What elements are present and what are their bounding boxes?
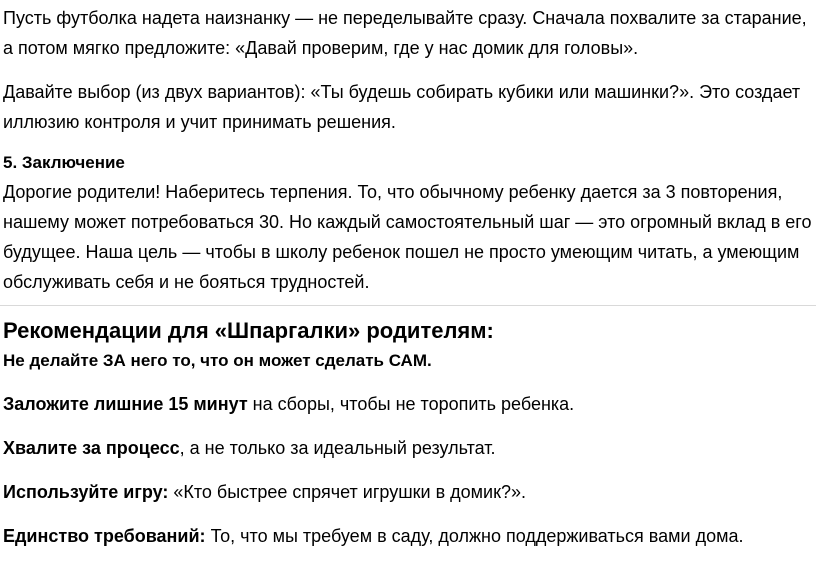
paragraph-choice: Давайте выбор (из двух вариантов): «Ты будешь собирать кубики или машинки?». Это создает иллюзию контроля и учит принимать решения.: [3, 82, 801, 132]
recommendation-bold: Используйте игру:: [3, 482, 169, 502]
recommendations-title: Рекомендации для «Шпаргалки» родителям:: [3, 318, 494, 343]
paragraph-tshirt: Пусть футболка надета наизнанку — не переделывайте сразу. Сначала похвалите за старание, а потом мягко предложите: «Давай проверим, где у нас домик для головы».: [3, 8, 807, 58]
section-divider: [0, 305, 816, 306]
recommendation-text: на сборы, чтобы не торопить ребенка.: [247, 394, 575, 414]
paragraph-conclusion: Дорогие родители! Наберитесь терпения. То, что обычному ребенку дается за 3 повторения, нашему может потребоваться 30. Но каждый самостоятельный шаг — это огромный вклад в его будущее. Наша цель — чтобы в школу ребенок пошел не просто умеющим читать, а умеющим обслуживать себя и не бояться трудностей.: [3, 182, 812, 292]
section-heading-conclusion: 5. Заключение: [3, 153, 125, 172]
recommendation-item: [3, 479, 816, 505]
recommendation-text: То, что мы требуем в саду, должно поддерживаться вами дома.: [205, 526, 744, 546]
recommendations-subtitle: Не делайте ЗА него то, что он может сделать САМ.: [3, 351, 432, 370]
recommendation-bold: Единство требований:: [3, 526, 206, 546]
recommendation-text: «Кто быстрее спрячет игрушки в домик?».: [168, 482, 526, 502]
recommendation-bold: Хвалите за процесс: [3, 438, 180, 458]
recommendation-item: [3, 523, 816, 549]
document-body: [0, 3, 816, 549]
recommendation-item: [3, 435, 816, 461]
recommendation-text: , а не только за идеальный результат.: [179, 438, 496, 458]
recommendation-item: [3, 391, 816, 417]
recommendation-bold: Заложите лишние 15 минут: [3, 394, 248, 414]
